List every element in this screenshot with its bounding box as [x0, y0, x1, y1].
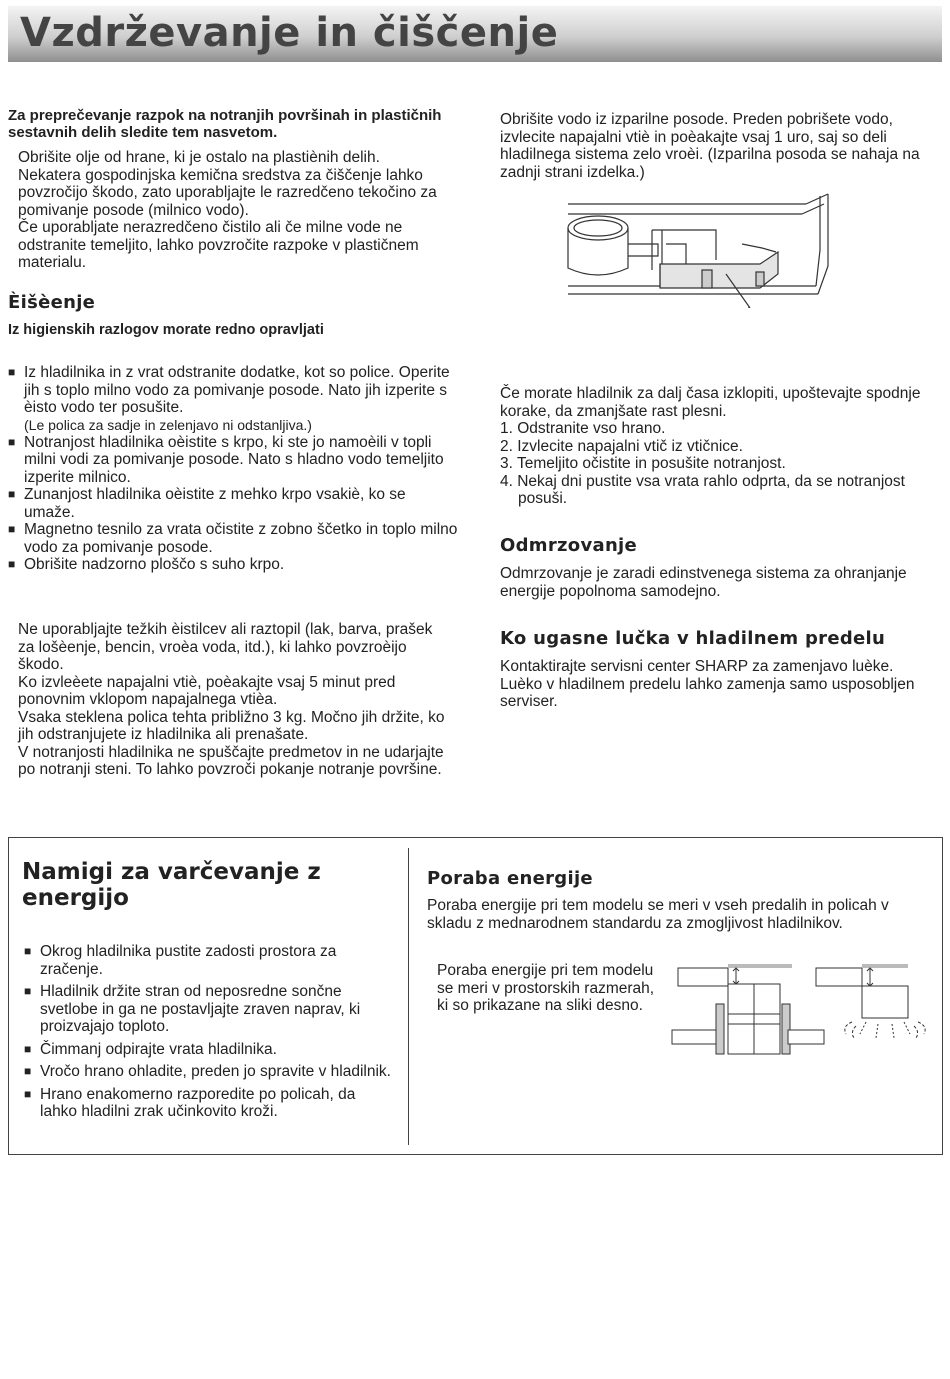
intro-heading: Za preprečevanje razpok na notranjih površinah in plastičnih sestavnih delih sledite tem nasvetom.: [8, 107, 442, 141]
list-item: ■ Notranjost hladilnika oèistite s krpo, ki ste jo namoèili v topli milni vodi za pomivanje posode. Nato s hladno vodo temeljito izperite milnico.: [8, 434, 458, 487]
cleaning-list: [8, 364, 458, 574]
list-item: ■ Okrog hladilnika pustite zadosti prostora za zračenje.: [24, 943, 394, 978]
warning-text: Vsaka steklena polica tehta približno 3 kg. Močno jih držite, ko jih odstranjujete iz hladilnika ali prenašate.: [18, 708, 445, 743]
defrost-text: Odmrzovanje je zaradi edinstvenega sistema za ohranjanje energije popolnoma samodejno.: [500, 565, 907, 600]
defrost-heading: Odmrzovanje: [500, 535, 638, 556]
evaporator-tray-illustration: [566, 190, 830, 308]
page-title: Vzdrževanje in čiščenje: [20, 10, 559, 56]
evaporator-text: Obrišite vodo iz izparilne posode. Preden pobrišete vodo, izvlecite napajalni vtiè in poèakajte vsaj 1 uro, saj so deli hladilnega sistema zelo vroèi. (Izparilna posoda se nahaja na zadnji strani izdelka.): [500, 111, 920, 181]
list-item: ■ Hladilnik držite stran od neposredne sončne svetlobe in ga ne postavljajte zraven naprav, ki proizvajajo toploto.: [24, 983, 394, 1036]
cleaning-note: (Le polica za sadje in zelenjavo ni odstanljiva.): [24, 416, 312, 433]
warnings-block: [18, 621, 448, 779]
step-item: 3. Temeljito očistite in posušite notranjost.: [500, 455, 786, 472]
energy-text: Poraba energije pri tem modelu se meri v vseh predalih in policah v skladu z mednarodnem standardu za zmogljivost hladilnikov.: [427, 897, 889, 932]
intro-block: [18, 149, 448, 272]
tips-divider: [408, 848, 409, 1145]
energy-heading: Poraba energije: [427, 868, 593, 889]
warning-text: Ne uporabljajte težkih èistilcev ali raztopil (lak, barva, prašek za lošèenje, bencin, vroèa voda, itd.), ki lahko povzroèijo škodo.: [18, 621, 433, 673]
list-item: ■ Vročo hrano ohladite, preden jo spravite v hladilnik.: [24, 1063, 394, 1081]
installation-clearance-illustration: [670, 962, 932, 1062]
list-item: ■ Zunanjost hladilnika oèistite z mehko krpo vsakiè, ko se umaže.: [8, 486, 458, 521]
energy-note: Poraba energije pri tem modelu se meri v prostorskih razmerah, ki so prikazane na sliki desno.: [437, 962, 655, 1014]
title-bar: [8, 6, 942, 62]
cleaning-heading: Èišèenje: [8, 292, 96, 313]
lamp-text: Kontaktirajte servisni center SHARP za zamenjavo luèke. Luèko v hladilnem predelu lahko zamenja samo usposobljen serviser.: [500, 658, 915, 710]
cleaning-subheading: Iz higienskih razlogov morate redno opravljati: [8, 322, 324, 338]
list-item: ■ Magnetno tesnilo za vrata očistite z zobno ščetko in toplo milno vodo za pomivanje posode.: [8, 521, 458, 556]
switch-off-intro: Če morate hladilnik za dalj časa izklopiti, upoštevajte spodnje korake, da zmanjšate rast plesni.: [500, 385, 921, 420]
warning-text: Ko izvleèete napajalni vtiè, poèakajte vsaj 5 minut pred ponovnim vklopom napajalnega vtièa.: [18, 673, 396, 708]
intro-line: Nekatera gospodinjska kemična sredstva za čiščenje lahko povzročijo škodo, zato uporabljajte le razredčeno tekočino za pomivanje posode (milnico vodo).: [18, 166, 437, 219]
steps-list: [500, 420, 930, 508]
tips-list: [24, 943, 394, 1121]
list-item: ■ Čimmanj odpirajte vrata hladilnika.: [24, 1041, 394, 1059]
lamp-heading: Ko ugasne lučka v hladilnem predelu: [500, 628, 886, 649]
step-item: 1. Odstranite vso hrano.: [500, 420, 666, 437]
list-item-text: Iz hladilnika in z vrat odstranite dodatke, kot so police. Operite jih s toplo milno vodo za pomivanje posode. Nato jih izperite s èisto vodo ter posušite.: [24, 364, 450, 416]
intro-line: Obrišite olje od hrane, ki je ostalo na plastiènih delih.: [18, 149, 380, 166]
list-item: ■ Obrišite nadzorno ploščo s suho krpo.: [8, 556, 458, 574]
list-item: ■ Hrano enakomerno razporedite po policah, da lahko hladilni zrak učinkovito kroži.: [24, 1086, 394, 1121]
intro-line: Če uporabljate nerazredčeno čistilo ali če milne vode ne odstranite temeljito, lahko povzročite razpoke v plastičnem materialu.: [18, 219, 419, 271]
tips-heading: Namigi za varčevanje z energijo: [22, 859, 321, 911]
warning-text: V notranjosti hladilnika ne spuščajte predmetov in ne udarjajte po notranji steni. To lahko povzroči pokanje notranje površine.: [18, 743, 444, 778]
step-item: 2. Izvlecite napajalni vtič iz vtičnice.: [500, 437, 743, 455]
list-item: [8, 364, 458, 434]
step-item: 4. Nekaj dni pustite vsa vrata rahlo odprta, da se notranjost posuši.: [500, 472, 905, 507]
